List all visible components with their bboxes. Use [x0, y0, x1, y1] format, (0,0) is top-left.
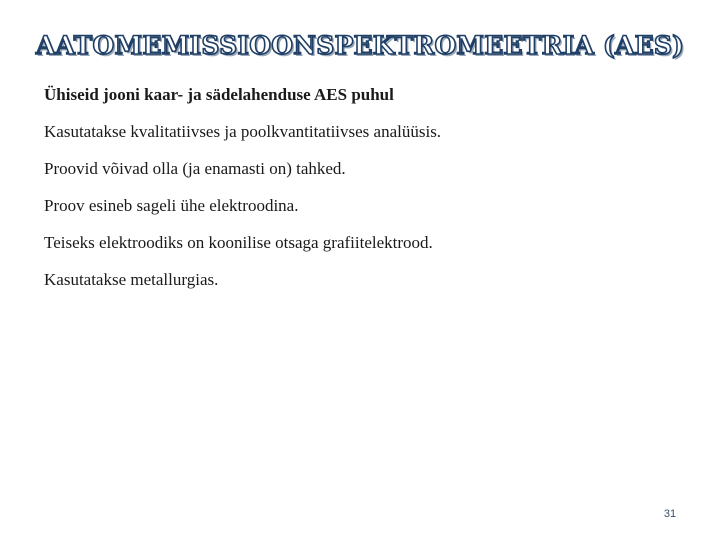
- content-line: Kasutatakse metallurgias.: [44, 270, 219, 289]
- content-line: Teiseks elektroodiks on koonilise otsaga grafiitelektrood.: [44, 233, 433, 252]
- content-heading: Ühiseid jooni kaar- ja sädelahenduse AES puhul: [44, 85, 394, 104]
- content-line: Proovid võivad olla (ja enamasti on) tahked.: [44, 159, 346, 178]
- slide-content: [44, 86, 684, 308]
- content-line: Proov esineb sageli ühe elektroodina.: [44, 196, 299, 215]
- content-line: Kasutatakse kvalitatiivses ja poolkvantitatiivses analüüsis.: [44, 122, 442, 141]
- slide-title: AATOMEMISSIOONSPEKTROMEETRIA (AES): [35, 31, 685, 60]
- page-number: 31: [663, 508, 677, 520]
